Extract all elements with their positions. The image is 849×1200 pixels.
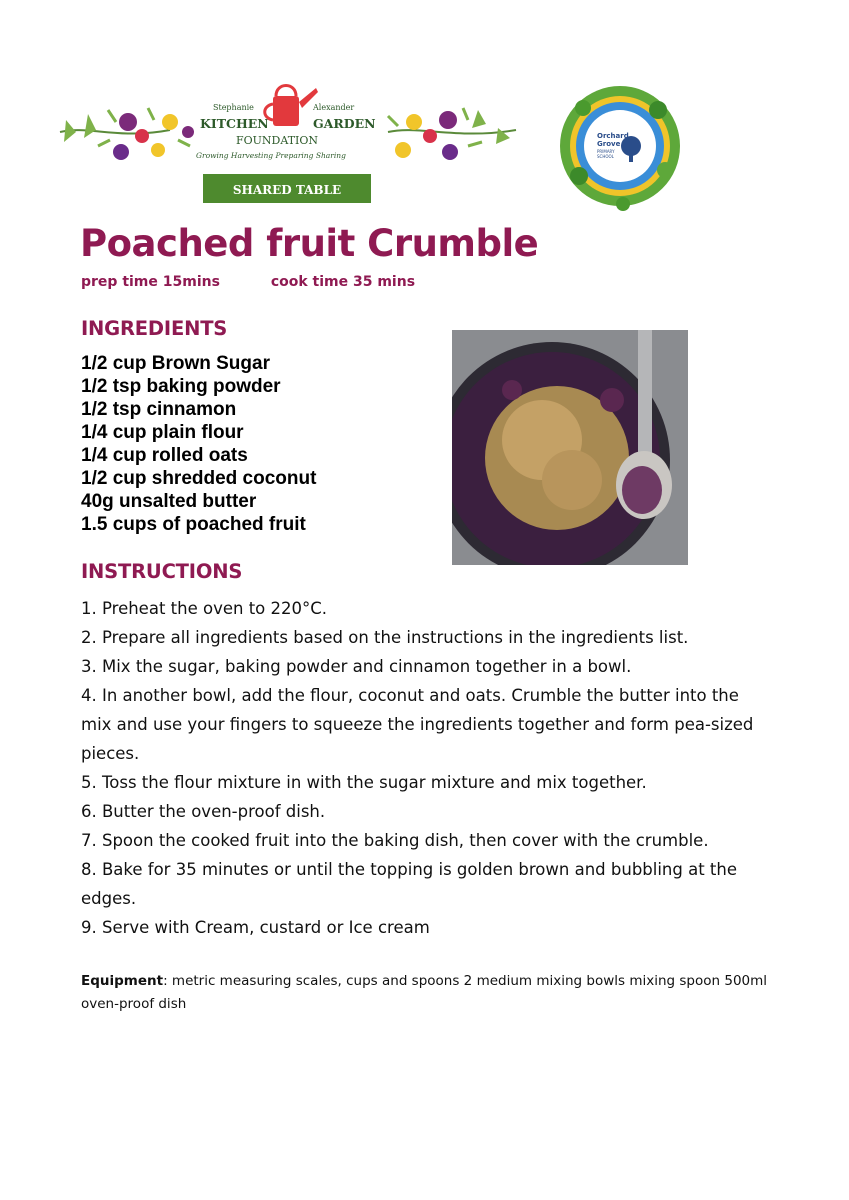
- prep-time: prep time 15mins: [81, 274, 220, 290]
- instruction-step: 5. Toss the flour mixture in with the sugar mixture and mix together.: [81, 773, 647, 792]
- equipment-label: Equipment: [81, 973, 164, 989]
- kgf-line-5: FOUNDATION: [236, 134, 319, 147]
- ingredient-item: 1.5 cups of poached fruit: [81, 514, 306, 535]
- ingredients-list: [81, 352, 316, 536]
- instruction-step: 9. Serve with Cream, custard or Ice cream: [81, 918, 430, 937]
- ingredient-item: 40g unsalted butter: [81, 491, 257, 512]
- instruction-step: 4. In another bowl, add the flour, coconut and oats. Crumble the butter into the mix and use your fingers to squeeze the ingredients together and form pea-sized pieces.: [81, 686, 754, 763]
- kitchen-garden-foundation-logo: [58, 80, 518, 210]
- school-line-3: PRIMARY: [597, 149, 615, 154]
- instruction-step: 8. Bake for 35 minutes or until the topping is golden brown and bubbling at the edges.: [81, 860, 738, 908]
- kgf-line-4: GARDEN: [313, 116, 376, 131]
- kgf-line-1: Stephanie: [213, 103, 254, 112]
- logo-ring: [560, 86, 680, 211]
- instruction-step: 6. Butter the oven-proof dish.: [81, 802, 326, 821]
- shared-table-label: SHARED TABLE: [232, 183, 342, 197]
- crumble-photo: [452, 330, 688, 565]
- school-line-2: Grove: [597, 140, 621, 148]
- kgf-line-6: Growing Harvesting Preparing Sharing: [196, 151, 346, 160]
- instructions-list: [81, 594, 771, 942]
- instruction-step: 1. Preheat the oven to 220°C.: [81, 599, 328, 618]
- instruction-step: 3. Mix the sugar, baking powder and cinnamon together in a bowl.: [81, 657, 632, 676]
- instructions-heading: INSTRUCTIONS: [81, 560, 243, 583]
- recipe-title: Poached fruit Crumble: [80, 222, 539, 265]
- equipment-text: : metric measuring scales, cups and spoons 2 medium mixing bowls mixing spoon 500ml oven-proof dish: [81, 973, 768, 1012]
- ingredient-item: 1/2 cup Brown Sugar: [81, 353, 270, 374]
- kgf-line-3: KITCHEN: [200, 116, 269, 131]
- recipe-times: [81, 274, 415, 290]
- shared-table-badge: [203, 174, 371, 203]
- left-floral-illustration: [60, 108, 194, 160]
- school-line-1: Orchard: [597, 132, 629, 140]
- ingredient-item: 1/2 cup shredded coconut: [81, 468, 317, 489]
- ingredient-item: 1/2 tsp cinnamon: [81, 399, 237, 420]
- ingredient-item: 1/4 cup plain flour: [81, 422, 244, 443]
- ingredient-item: 1/4 cup rolled oats: [81, 445, 248, 466]
- school-line-4: SCHOOL: [597, 154, 614, 159]
- right-floral-illustration: [388, 108, 516, 160]
- kgf-line-2: Alexander: [313, 103, 355, 112]
- instruction-step: 2. Prepare all ingredients based on the instructions in the ingredients list.: [81, 628, 689, 647]
- ingredient-item: 1/2 tsp baking powder: [81, 376, 281, 397]
- cook-time: cook time 35 mins: [270, 274, 416, 290]
- ingredients-heading: INGREDIENTS: [81, 317, 228, 340]
- orchard-grove-school-logo: [553, 80, 688, 214]
- equipment-note: [81, 970, 781, 1016]
- watering-can-icon: [265, 86, 318, 127]
- instruction-step: 7. Spoon the cooked fruit into the baking dish, then cover with the crumble.: [81, 831, 709, 850]
